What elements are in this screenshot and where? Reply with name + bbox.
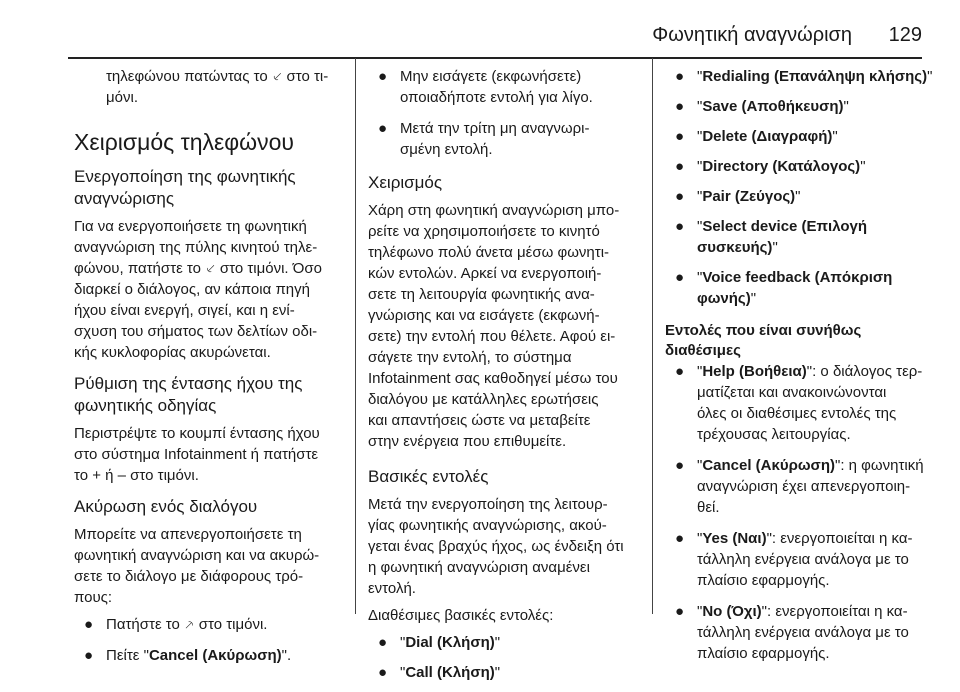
command-label: Help (Βοήθεια) bbox=[702, 363, 807, 380]
bullet-icon: ● bbox=[84, 616, 94, 633]
list-item: ● "Delete (Διαγραφή)" bbox=[675, 128, 838, 145]
volume-paragraph: Περιστρέψτε το κουμπί έντασης ήχου στο σύστημα Infotainment ή πατήστε το + ή – στο τιμόνι. bbox=[74, 425, 320, 484]
list-item: ● "Directory (Κατάλογος)" bbox=[675, 158, 866, 175]
list-item: ● Πείτε "Cancel (Ακύρωση)". bbox=[84, 647, 292, 664]
list-item: ● "Redialing (Επανάληψη κλήσης)" bbox=[675, 68, 933, 85]
command-label: Dial (Κλήση) bbox=[405, 634, 495, 651]
continuation-text: τηλεφώνου πατώντας το ⸔ στο τι- μόνι. bbox=[106, 68, 329, 106]
list-item: ● "Call (Κλήση)" bbox=[378, 664, 501, 681]
operation-paragraph: Χάρη στη φωνητική αναγνώριση μπο- ρείτε να χρησιμοποιήσετε το κινητό τηλέφωνο πολύ άνετα μέσω φωνητι- κών εντολών. Αρκεί να ενεργοποιή- σετε τη λειτουργία φωνητικής ανα- γνώρισης και να εισάγετε (εκφωνή- σετε) την εντολή που θέλετε. Αφού ει- σάγετε την εντολή, το σύστημα Infotainment σας καθοδηγεί μέσω του διαλόγου με κατάλληλες ερωτήσεις και απαντήσεις ώστε να μεταβείτε στην ενέργεια που επιθυμείτε. bbox=[368, 202, 620, 450]
available-commands-label: Διαθέσιμες βασικές εντολές: bbox=[368, 607, 554, 624]
bullet-icon: ● bbox=[675, 68, 685, 85]
hang-up-icon: ⸕ bbox=[184, 616, 195, 632]
page-title: Φωνητική αναγνώριση bbox=[652, 24, 852, 46]
command-label: Cancel (Ακύρωση) bbox=[148, 647, 282, 664]
cancel-paragraph: Μπορείτε να απενεργοποιήσετε τη φωνητική αναγνώριση και να ακυρώ- σετε το διάλογο με διάφορους τρό- πους: bbox=[74, 526, 320, 606]
command-label: Delete (Διαγραφή) bbox=[702, 128, 833, 145]
list-item: ● "Pair (Ζεύγος)" bbox=[675, 188, 801, 205]
list-item: ● "Save (Αποθήκευση)" bbox=[675, 98, 849, 115]
bullet-icon: ● bbox=[675, 457, 685, 474]
basic-commands-list-continued bbox=[665, 66, 935, 309]
list-item: ● Μην εισάγετε (εκφωνήσετε) οποιαδήποτε εντολή για λίγο. bbox=[378, 68, 593, 106]
bullet-icon: ● bbox=[675, 363, 685, 380]
activation-heading: Ενεργοποίηση της φωνητικής αναγνώρισης bbox=[74, 167, 296, 208]
bullet-icon: ● bbox=[378, 634, 388, 651]
bullet-icon: ● bbox=[378, 120, 388, 137]
list-item: ● "Help (Βοήθεια)": ο διάλογος τερ- ματίζεται και ανακοινώνονται όλες οι διαθέσιμες εντολές της τρέχουσας λειτουργίας. bbox=[675, 363, 923, 443]
cancel-heading: Ακύρωση ενός διαλόγου bbox=[74, 497, 258, 516]
column-2 bbox=[368, 66, 650, 692]
bullet-icon: ● bbox=[675, 603, 685, 620]
bullet-icon: ● bbox=[675, 188, 685, 205]
volume-heading: Ρύθμιση της έντασης ήχου της φωνητικής οδηγίας bbox=[74, 374, 303, 415]
command-label: No (Όχι) bbox=[702, 603, 762, 620]
always-available-heading: Εντολές που είναι συνήθως διαθέσιμες bbox=[665, 322, 862, 359]
page-number: 129 bbox=[888, 24, 922, 46]
bullet-icon: ● bbox=[675, 98, 685, 115]
list-item: ● "Cancel (Ακύρωση)": η φωνητική αναγνώριση έχει απενεργοποιη- θεί. bbox=[675, 457, 924, 516]
list-item: ● "Select device (Επιλογή συσκευής)" bbox=[675, 218, 868, 256]
activation-paragraph: Για να ενεργοποιήσετε τη φωνητική αναγνώριση της πύλης κινητού τηλε- φώνου, πατήστε το ⸔ στο τιμόνι. Όσο διαρκεί ο διάλογος, αν κάποια πηγή ήχου είναι ενεργή, σιγεί, και η ενί- σχυση του σήματος των δελτίων οδι- κής κυκλοφορίας ακυρώνεται. bbox=[74, 218, 322, 361]
bullet-icon: ● bbox=[675, 530, 685, 547]
command-label: Save (Αποθήκευση) bbox=[702, 98, 844, 115]
list-item: ● "Voice feedback (Απόκριση φωνής)" bbox=[675, 269, 893, 307]
command-label: Cancel (Ακύρωση) bbox=[702, 457, 835, 474]
always-available-list bbox=[665, 361, 935, 664]
page-header bbox=[0, 0, 960, 58]
list-item: ● Μετά την τρίτη μη αναγνωρι- σμένη εντολή. bbox=[378, 120, 590, 158]
command-label: Redialing (Επανάληψη κλήσης) bbox=[702, 68, 928, 85]
list-item: ● "Dial (Κλήση)" bbox=[378, 634, 501, 651]
basic-commands-heading: Βασικές εντολές bbox=[368, 467, 489, 486]
voice-command-icon: ⸔ bbox=[205, 260, 216, 276]
command-label: Pair (Ζεύγος) bbox=[702, 188, 796, 205]
column-3 bbox=[665, 66, 935, 674]
command-label: Directory (Κατάλογος) bbox=[702, 158, 861, 175]
command-label: Yes (Ναι) bbox=[702, 530, 767, 547]
basic-commands-paragraph: Μετά την ενεργοποίηση της λειτουρ- γίας φωνητικής αναγνώρισης, ακού- γεται ένας βραχύς ήχος, ως ένδειξη ότι η φωνητική αναγνώριση αναμένει εντολή. bbox=[368, 496, 624, 597]
header-divider bbox=[68, 57, 922, 59]
column-1 bbox=[74, 66, 350, 676]
cancel-options-list bbox=[74, 614, 350, 666]
basic-commands-list bbox=[368, 632, 650, 683]
bullet-icon: ● bbox=[675, 128, 685, 145]
voice-command-icon: ⸔ bbox=[271, 68, 283, 84]
bullet-icon: ● bbox=[378, 68, 388, 85]
command-label: Select device (Επιλογή bbox=[702, 218, 868, 235]
bullet-icon: ● bbox=[378, 664, 388, 681]
list-item: ● "Yes (Ναι)": ενεργοποιείται η κα- τάλληλη ενέργεια ανάλογα με το πλαίσιο εφαρμογής. bbox=[675, 530, 913, 589]
command-label: Voice feedback (Απόκριση bbox=[702, 269, 893, 286]
column-divider-1 bbox=[355, 58, 356, 614]
list-item: ● Πατήστε το ⸕ στο τιμόνι. bbox=[84, 616, 268, 633]
bullet-icon: ● bbox=[675, 218, 685, 235]
bullet-icon: ● bbox=[84, 647, 94, 664]
cancel-options-list-continued bbox=[368, 66, 650, 160]
list-item: ● "No (Όχι)": ενεργοποιείται η κα- τάλληλη ενέργεια ανάλογα με το πλαίσιο εφαρμογής. bbox=[675, 603, 909, 662]
operation-heading: Χειρισμός bbox=[368, 173, 443, 192]
column-divider-2 bbox=[652, 58, 653, 614]
bullet-icon: ● bbox=[675, 158, 685, 175]
section-title: Χειρισμός τηλεφώνου bbox=[74, 129, 294, 155]
bullet-icon: ● bbox=[675, 269, 685, 286]
command-label: Call (Κλήση) bbox=[405, 664, 495, 681]
